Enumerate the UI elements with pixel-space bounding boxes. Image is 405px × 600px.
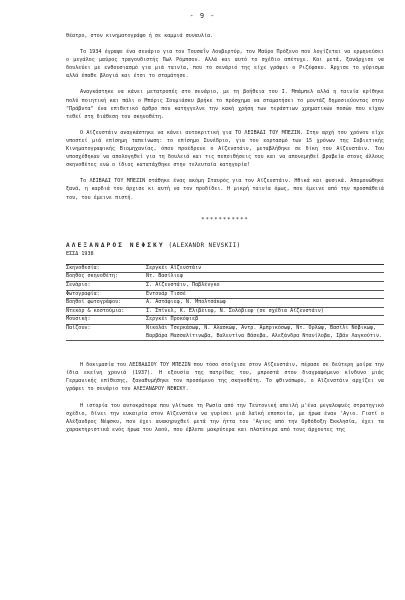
top-text-block — [66, 32, 384, 202]
credit-name: Α. Αστάφιεφ, Ν. Μπολτσάκωφ — [146, 299, 384, 308]
bottom-text-block — [66, 361, 384, 434]
credit-role: Φωτογραφία: — [66, 291, 146, 300]
paragraph: Το ΛΕΙΒΑΔΙ ΤΟΥ ΜΠΕΖΙΝ στάθηκε ένας ακόμη Σταυρός για τον Αϊζενστάιν. Ηθικά και φυσικά. Απομονώθηκε ξανά, η καρδιά του άρχισε κι αυτή να τον προδίδει. Η μικρή ταινία όμως, που έμεινε από την προσπάθειά του, του έμεινε πιστή. — [66, 178, 384, 201]
film-original-title: (ALEXANDR NEVSKII) — [168, 241, 241, 249]
credit-name: Ι. Σπίνελ, Κ. Ελιβέιεφ, Ν. Σολόβιεφ (σε σχέδια Αϊζενστάιν) — [146, 308, 384, 317]
paragraph: Αναγκάστηκε να κάνει μετατροπές στο σενάριο, με τη βοήθεια του Ι. Μπάμπελ αλλά η ταινία κρίθηκε πολύ ποιητική και πάλι ο Μπόρις Σουμιάσκυ βρήκε το πρόσχημα να σταματήσει το μοντάζ δημοσιεύοντας στην "Πράβντα" ένα επιθετικό άρθρο που κατηγγελνε την κακή χρήση των τεράστιων χρηματικών ποσών που είχαν τεθεί στη διάθεση του σκηνοθέτη. — [66, 89, 384, 120]
paragraph: Η δοκιμασία του ΛΕΙΒΑΔΙΟΥ ΤΟΥ ΜΠΕΖΙΝ που τόσο στοίχισε στον Αϊζενστάιν, πέρασε σε δεύτερη μοίρα την ίδια εκείνη χρονιά (1937). Η εξουσία της πατρίδας του, μπροστά στον διαγραφόμενο κίνδυνο μιάς Γερμανικής επίθεσης, ξαναθυμήθηκε τον προσόμενο της σκηνοθέτη. Το φθινόπωρο, ο Αϊζενστάιν αρχίζει να γράφει το σενάριο του ΑΛΕΞΑΝΔΡΟΥ ΝΕΦΣΚΥ. — [66, 362, 384, 393]
section-separator: *********** — [201, 216, 249, 223]
credit-role: Παίζουν: — [66, 325, 146, 341]
credit-role: Μουσική: — [66, 316, 146, 325]
paragraph: Η ιστορία του αυτοκράτορα που γλίτωσε τη Ρωσία από την Τευτονική απειλή μ'ένα μεγαλοφυές στρατηγικό σχέδιο, δίνει την ευκαιρία στον Αϊζενστάιν να γυρίσει μιά λαϊκή εποποιία, με ήρωα έναν 'Αγιο. Γιατί ο Αλέξανδρος Νέφσκυ, που έχει ανακηρυχθεί μετά την ήττα του 'Αγιος από την Ορθόδοξη Εκκλησία, έχει τα χαρακτηριστικά ενός ήρωα του λαού, που έβλεπε μακρύτερα και πλατύτερα από τους άρχοντες της — [66, 402, 384, 433]
credit-role: Σενάριο: — [66, 282, 146, 291]
credit-role: Βοηθός σκηνοθέτη: — [66, 273, 146, 282]
film-meta: ΕΣΣΔ 1938 — [66, 250, 94, 257]
credit-name: Ντ. Βασίλιεφ — [146, 273, 384, 282]
credit-role: Σκηνοθεσία: — [66, 265, 146, 274]
page-content — [66, 32, 384, 442]
credit-role: Ντεκόρ & κοστούμια: — [66, 308, 146, 317]
paragraph: θέατρο, στον κινηματογράφο ή σε καμμιά συναυλία. — [66, 33, 214, 39]
film-title: ΑΛΕΞΑΝΔΡΟΣ ΝΕΦΣΚΥ — [66, 241, 165, 249]
page-number: - 9 - — [189, 12, 216, 20]
credits-table — [66, 264, 384, 341]
credit-role: Βοηθοί φωτογράφου: — [66, 299, 146, 308]
credit-name: Νικολάι Τσερκάσωφ, Ν. Αλασκώφ, Αντρ. Αμπρικόσωφ, Ντ. Ορλώφ, Βασίλι Νόβικωφ, Βαρβάρα Μασσαλίτινωβα, Βαλεντίνα Βάσεβα, Αλεξάνδρα Ντανίλοβα, Ιβάν Λαγκούτιν. — [146, 325, 384, 341]
paragraph: Ο Αϊζενστάιν αναγκάστηκε να κάνει αυτοκριτική για ΤΟ ΛΕΙΒΑΔΙ ΤΟΥ ΜΠΕΖΙΝ. Στην αρχή του χρόνου είχε υποστεί μιά επίσημη ταπείνωση: το επίσημο Συνέδριο, για τον εορτασμό των 15 χρόνων της Σοβιετικής Κινηματογραφικής Βιομηχανίας, όπου προέδρευε ο Αϊζενστάιν, μεταβλήθηκε σε δίκη του Αϊζενστάιν. Του υποσχέθηκαν να απολογηθεί για τη δουλειά και τις πεποιθήσεις του και να απονεμηθεί βραβεία στους άλλους σκηνοθέτες ενώ ο ίδιος κατατάχθηκε στην τελευταία κατηγορία! — [66, 129, 384, 169]
credit-name: Εντουάρ Τισσέ — [146, 291, 384, 300]
film-header — [66, 242, 384, 250]
credit-name: Σεργκέι Προκόφιεβ — [146, 316, 384, 325]
credit-name: Σεργκέι Αϊζενστάιν — [146, 265, 384, 274]
paragraph: Το 1934 έγραψε ένα σενάριο για τον Τουσαΐν Λουβερτύρ, τον Μαύρο Πρόξενο που λογίζεται να ερμηνεύσει ο μεγάλος μαύρος τραγουδιστής Πωλ Ρόμπσον. Αλλά και αυτό το σχέδιο απέτυχε. Και μετά, ξανάρχισε να δουλεύει με ενθουσιασμό για μιά ταινία, που το σενάριό της είχε γράψει ο Ριζέφσκυ. Άρχισε το γύρισμα αλλά έπαθε βλογιά και έτσι το σταμάτησε. — [66, 49, 384, 80]
credit-name: Σ. Αϊζενστάιν, Παβλένγκο — [146, 282, 384, 291]
